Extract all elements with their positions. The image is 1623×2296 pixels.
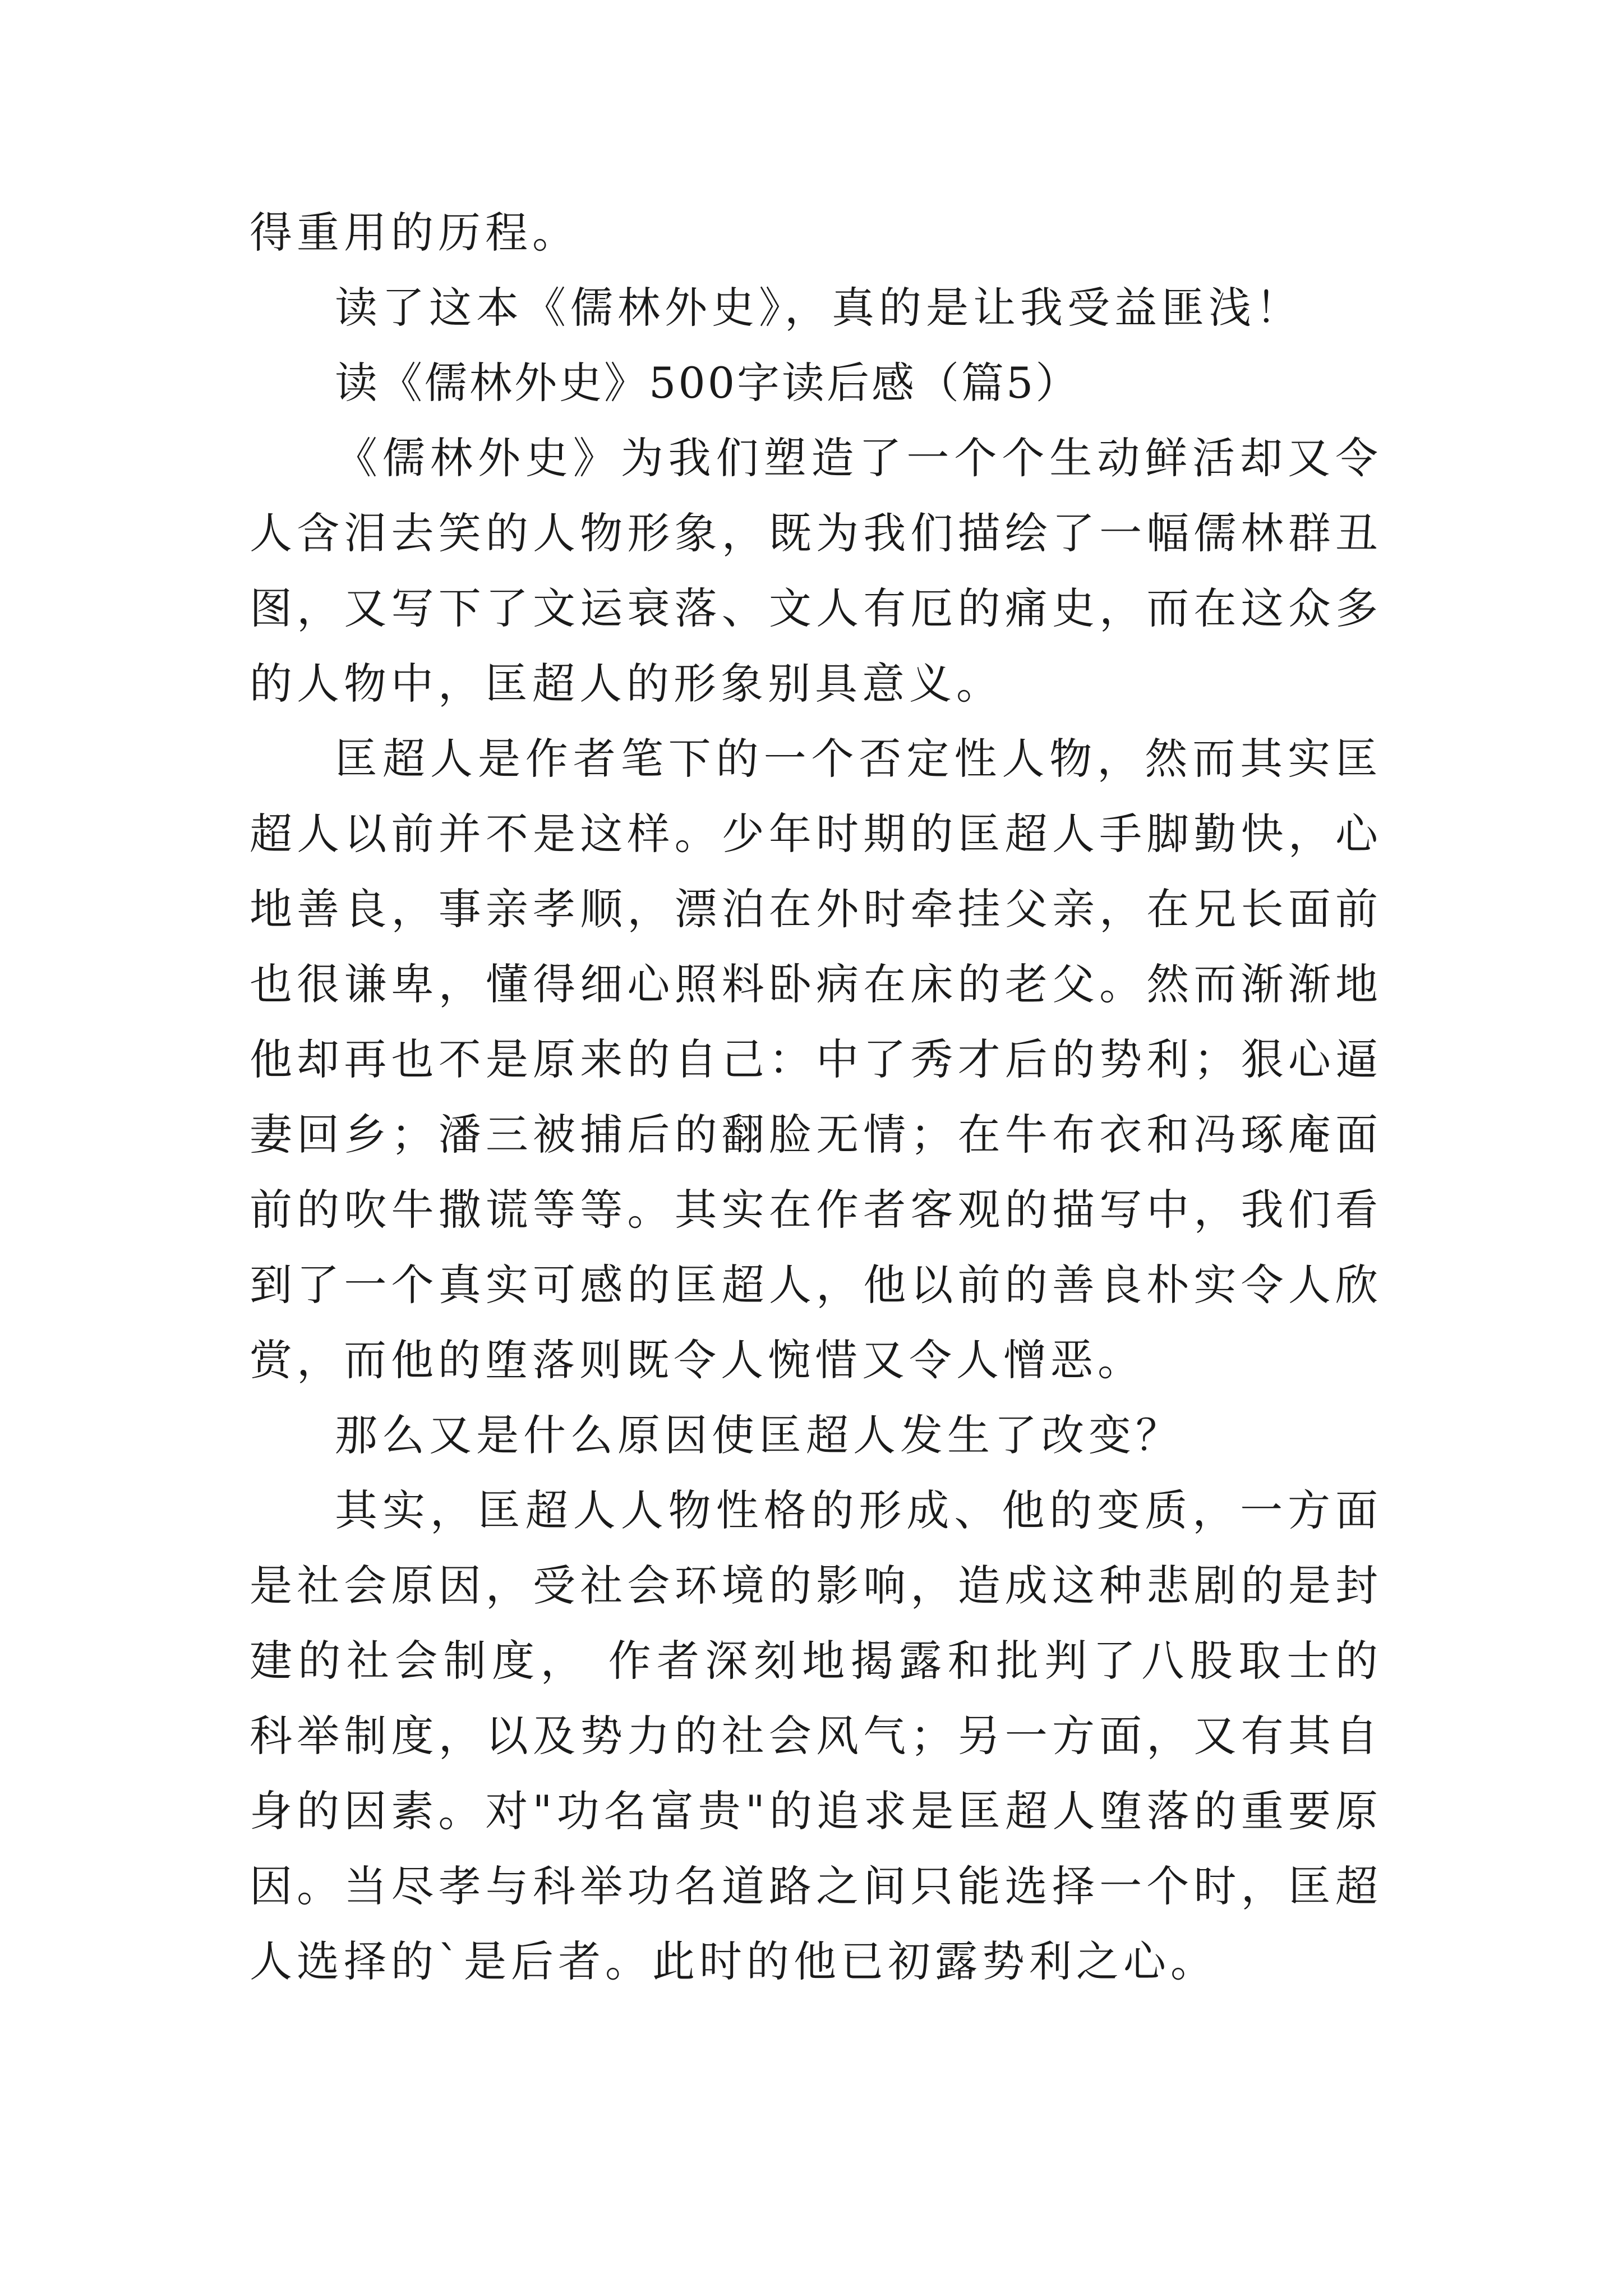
paragraph-question: 那么又是什么原因使匡超人发生了改变？ <box>335 1410 1183 1460</box>
body-text <box>250 195 1382 1999</box>
section-heading: 读《儒林外史》500字读后感（篇5） <box>335 358 1081 408</box>
paragraph-intro: 《儒林外史》为我们塑造了一个个生动鲜活却又令人含泪去笑的人物形象，既为我们描绘了一幅儒林群丑图，又写下了文运衰落、文人有厄的痛史，而在这众多的人物中，匡超人的形象别具意义。 <box>250 433 1382 708</box>
paragraph-benefit: 读了这本《儒林外史》，真的是让我受益匪浅！ <box>335 283 1303 333</box>
paragraph-character: 匡超人是作者笔下的一个否定性人物，然而其实匡超人以前并不是这样。少年时期的匡超人手脚勤快，心地善良，事亲孝顺，漂泊在外时牵挂父亲，在兄长面前也很谦卑，懂得细心照料卧病在床的老父。然而渐渐地他却再也不是原来的自己：中了秀才后的势利；狠心逼妻回乡；潘三被捕后的翻脸无情；在牛布衣和冯琢庵面前的吹牛撒谎等等。其实在作者客观的描写中，我们看到了一个真实可感的匡超人，他以前的善良朴实令人欣赏，而他的堕落则既令人惋惜又令人憎恶。 <box>250 734 1382 1385</box>
paragraph-continuation: 得重用的历程。 <box>250 208 579 257</box>
paragraph-reasons: 其实，匡超人人物性格的形成、他的变质，一方面是社会原因，受社会环境的影响，造成这种悲剧的是封建的社会制度， 作者深刻地揭露和批判了八股取士的科举制度，以及势力的社会风气；另一方面，又有其自身的因素。对"功名富贵"的追求是匡超人堕落的重要原因。当尽孝与科举功名道路之间只能选择一个时，匡超人选择的`是后者。此时的他已初露势利之心。 <box>250 1485 1382 1986</box>
